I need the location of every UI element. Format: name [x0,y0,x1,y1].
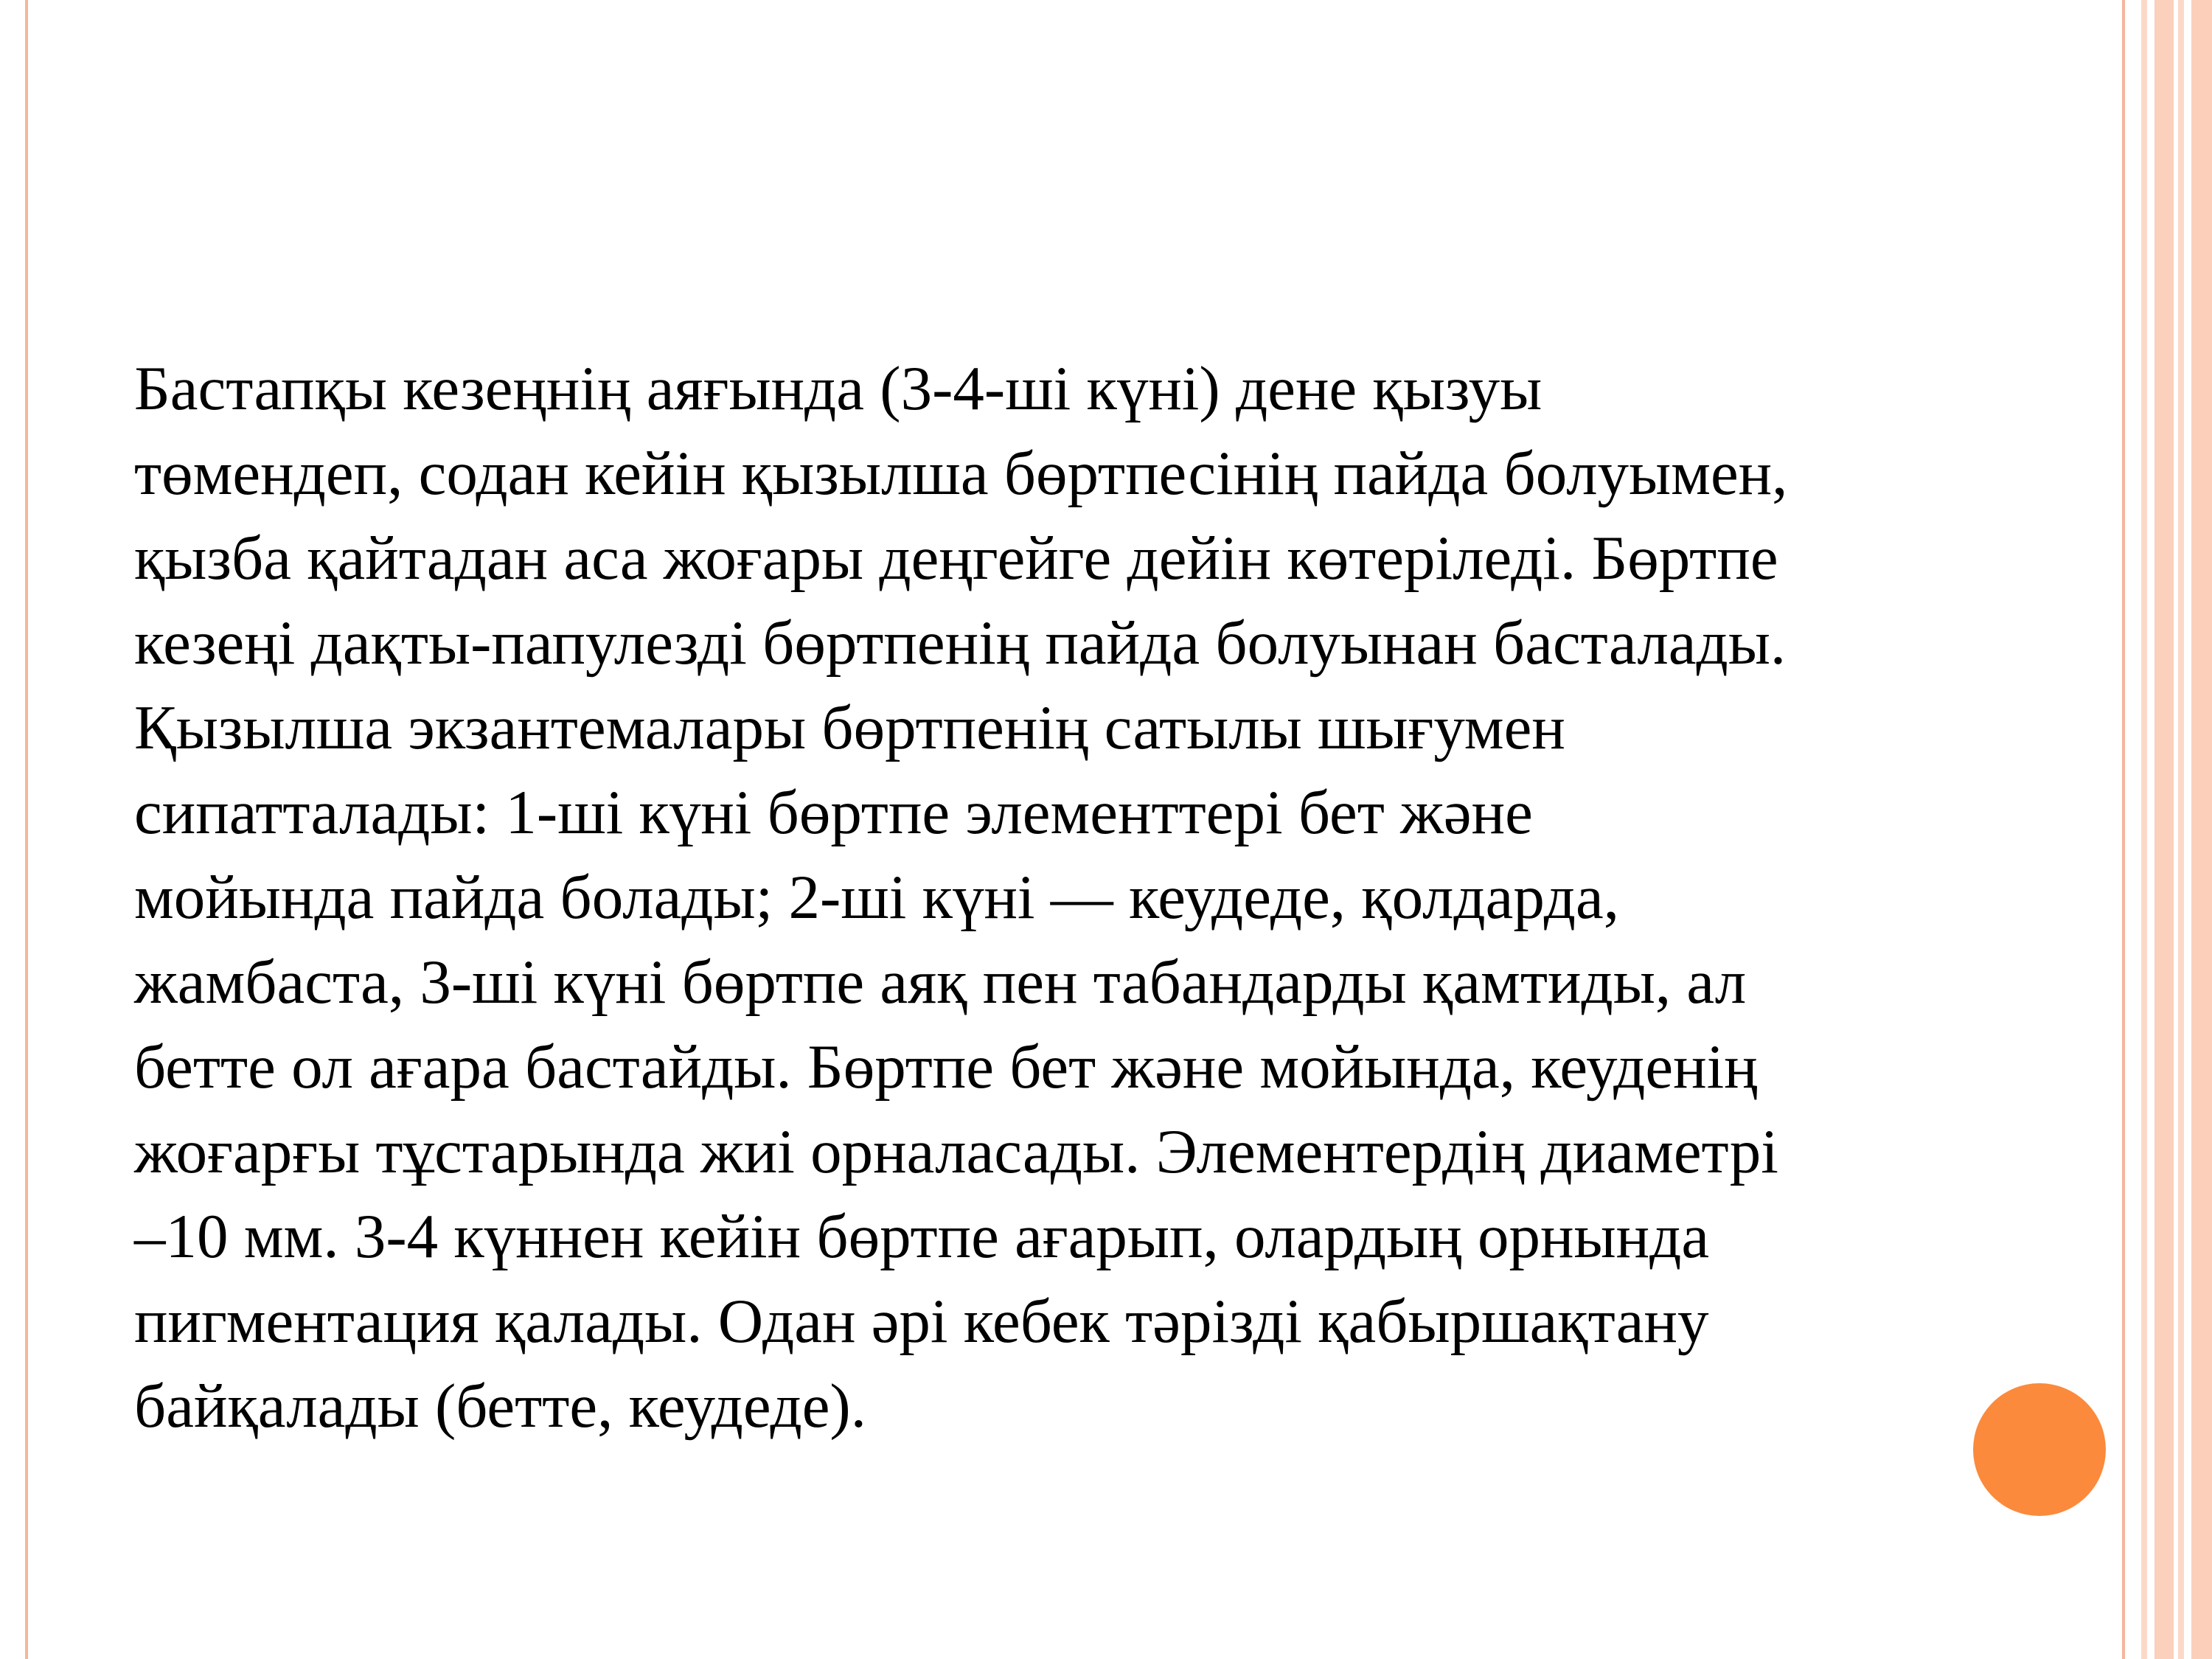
body-line: жоғарғы тұстарында жиі орналасады. Элементердің диаметрі [134,1117,1778,1186]
decorative-stripe [2178,0,2184,1659]
body-line: бетте ол ағара бастайды. Бөртпе бет және мойында, кеуденің [134,1032,1758,1102]
body-line: қызба қайтадан аса жоғары деңгейге дейін көтеріледі. Бөртпе [134,524,1778,593]
decorative-stripe [2141,0,2147,1659]
decorative-stripe [2154,0,2174,1659]
body-line: жамбаста, 3-ші күні бөртпе аяқ пен табандарды қамтиды, ал [134,947,1747,1017]
body-line: мойында пайда болады; 2-ші күні — кеудеде, қолдарда, [134,863,1619,932]
body-line: байқалады (бетте, кеудеде). [134,1371,866,1441]
body-line: –10 мм. 3-4 күннен кейін бөртпе ағарып, олардың орнында [134,1202,1710,1271]
body-line: кезеңі дақты-папулезді бөртпенің пайда болуынан басталады. [134,608,1787,678]
body-line: Қызылша экзантемалары бөртпенің сатылы шығумен [134,693,1565,762]
body-line: төмендеп, содан кейін қызылша бөртпесінің пайда болуымен, [134,439,1788,508]
body-line: пигментация қалады. Одан әрі кебек тәрізді қабыршақтану [134,1287,1709,1356]
decorative-stripe [2191,0,2212,1659]
body-line: Бастапқы кезеңнің аяғында (3-4-ші күні) дене қызуы [134,354,1543,423]
slide-body-text [134,347,2110,1449]
body-line: сипатталады: 1-ші күні бөртпе элементтері бет және [134,778,1533,847]
